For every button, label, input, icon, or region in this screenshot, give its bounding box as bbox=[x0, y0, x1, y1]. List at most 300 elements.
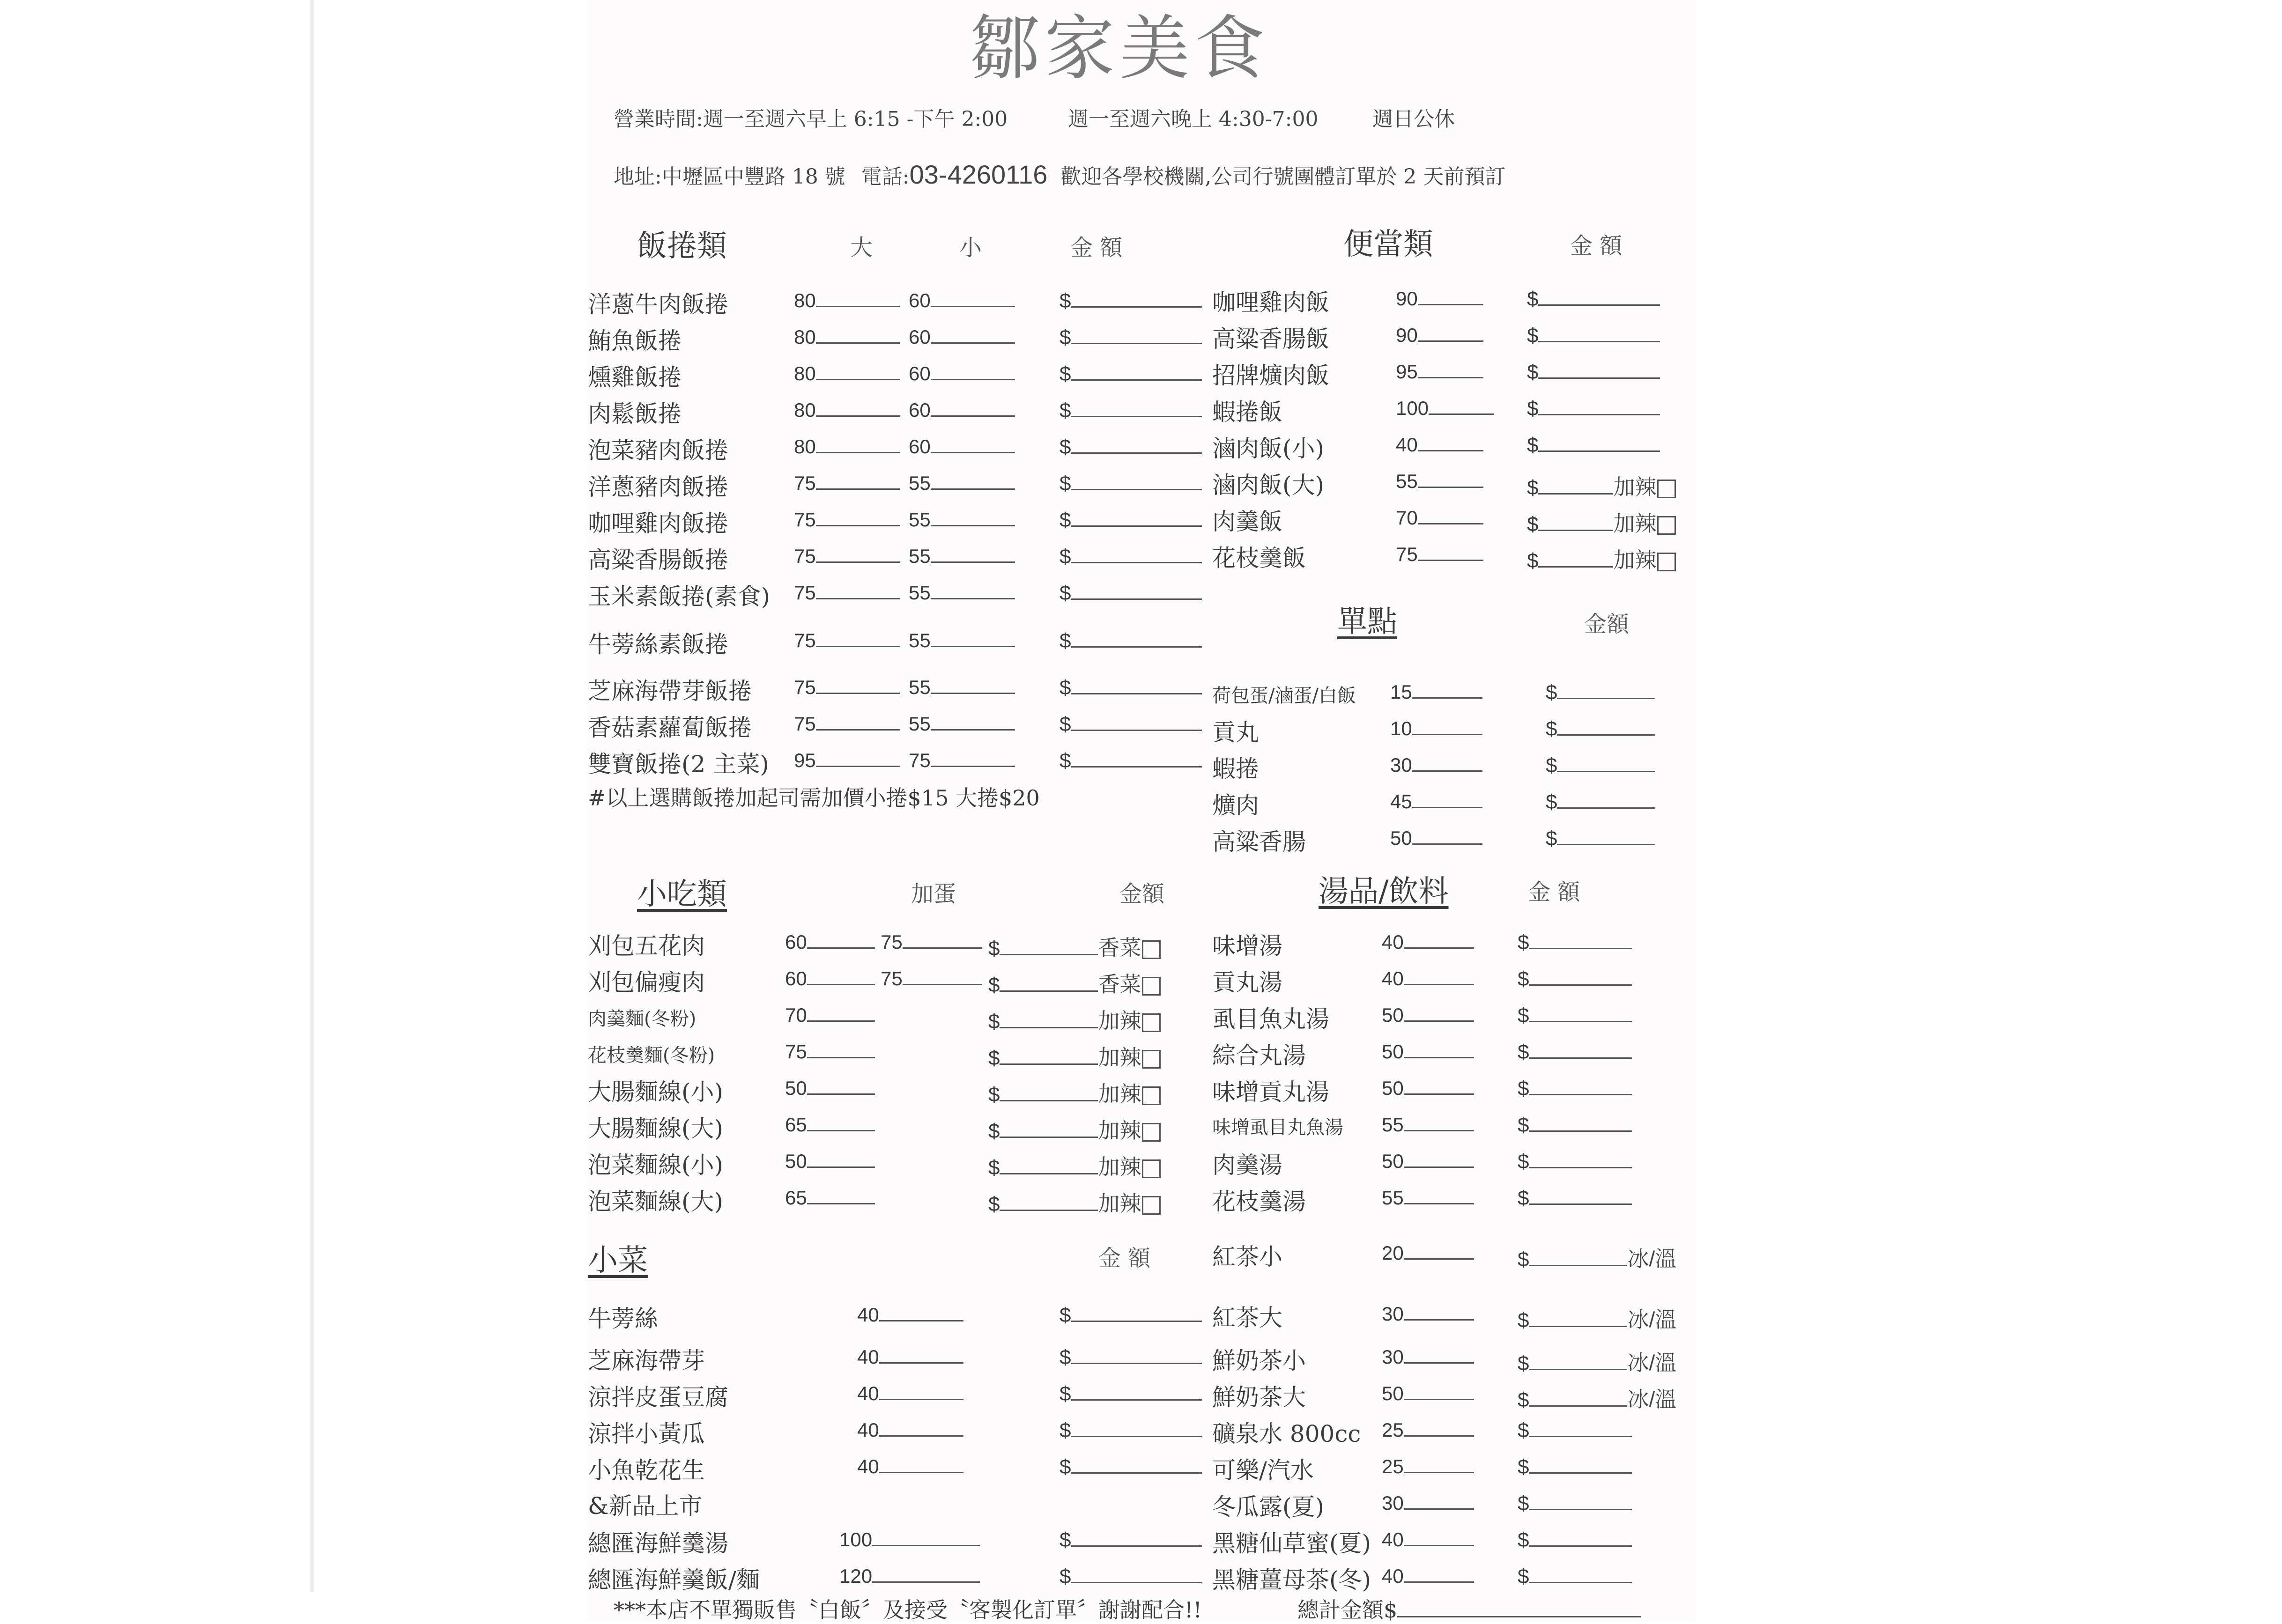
bento-amount-field[interactable] bbox=[1527, 543, 1676, 574]
price-value: 55 bbox=[1396, 470, 1418, 492]
snack-price-field[interactable] bbox=[785, 1004, 875, 1026]
roll-item-name: 洋蔥牛肉飯捲 bbox=[588, 291, 728, 318]
roll-large-field[interactable] bbox=[794, 749, 900, 772]
side-price-field[interactable] bbox=[857, 1304, 963, 1326]
soup-price-field[interactable] bbox=[1382, 1565, 1474, 1587]
dollar-sign: $ bbox=[1518, 1077, 1529, 1100]
roll-amount-field[interactable] bbox=[1060, 399, 1202, 422]
price-value: 40 bbox=[857, 1304, 879, 1326]
snack-price-field[interactable] bbox=[785, 1077, 875, 1100]
price-value: 40 bbox=[1382, 931, 1404, 953]
price-value: 10 bbox=[1390, 717, 1412, 739]
roll-amount-field[interactable] bbox=[1060, 582, 1202, 605]
address-line bbox=[614, 159, 1505, 190]
roll-large-field[interactable] bbox=[794, 713, 900, 735]
dollar-sign: $ bbox=[1518, 1150, 1529, 1173]
roll-item-name: 芝麻海帶芽飯捲 bbox=[588, 678, 752, 705]
soup-price-field[interactable] bbox=[1382, 1114, 1474, 1136]
roll-large-field[interactable] bbox=[794, 436, 900, 458]
blank-line bbox=[931, 304, 1015, 307]
option-label: 香菜 bbox=[1098, 936, 1141, 960]
roll-amount-field[interactable] bbox=[1060, 545, 1202, 568]
soup-price-field[interactable] bbox=[1382, 1455, 1474, 1478]
blank-line bbox=[1404, 1165, 1474, 1168]
blank-line bbox=[1412, 805, 1482, 808]
blank-line bbox=[1529, 1092, 1632, 1095]
soup-amount-field[interactable] bbox=[1518, 1565, 1632, 1588]
blank-line bbox=[1404, 1055, 1474, 1058]
option-checkbox[interactable] bbox=[1657, 553, 1676, 571]
option-checkbox[interactable] bbox=[1142, 1196, 1161, 1215]
snacks-title: 小吃類 bbox=[637, 877, 727, 912]
blank-line bbox=[1071, 487, 1202, 490]
roll-small-field[interactable] bbox=[909, 749, 1015, 772]
dollar-sign: $ bbox=[1527, 361, 1539, 384]
blank-line bbox=[1404, 1543, 1474, 1546]
blank-line bbox=[1404, 1201, 1474, 1204]
dollar-sign: $ bbox=[1518, 1419, 1529, 1442]
new-item-name: 總匯海鮮羹飯/麵 bbox=[588, 1566, 760, 1594]
snack-price-field[interactable] bbox=[785, 967, 875, 990]
price-value: 30 bbox=[1382, 1303, 1404, 1325]
blank-line bbox=[1071, 1580, 1202, 1583]
dollar-sign: $ bbox=[988, 1010, 1000, 1033]
snack-price-field[interactable] bbox=[785, 931, 875, 953]
roll-small-field[interactable] bbox=[909, 399, 1015, 421]
soup-amount-field[interactable] bbox=[1518, 1455, 1632, 1479]
roll-large-field[interactable] bbox=[794, 399, 900, 421]
roll-large-field[interactable] bbox=[794, 629, 900, 652]
blank-line bbox=[1404, 1019, 1474, 1022]
option-checkbox[interactable] bbox=[1142, 1013, 1161, 1032]
single-title: 單點 bbox=[1337, 605, 1397, 639]
single-price-field[interactable] bbox=[1390, 717, 1482, 740]
bento-price-field[interactable] bbox=[1396, 397, 1494, 420]
blank-line bbox=[1071, 414, 1202, 417]
total-amount-field[interactable] bbox=[1297, 1593, 1641, 1624]
dollar-sign: $ bbox=[1518, 1309, 1529, 1332]
blank-line bbox=[816, 377, 900, 380]
option-checkbox[interactable] bbox=[1142, 940, 1161, 959]
side-amount-field[interactable] bbox=[1060, 1382, 1202, 1406]
side-price-field[interactable] bbox=[857, 1346, 963, 1368]
dollar-sign: $ bbox=[1060, 1455, 1071, 1478]
address: 地址:中壢區中豐路 18 號 bbox=[614, 165, 845, 189]
blank-line bbox=[1412, 695, 1482, 699]
soup-price-field[interactable] bbox=[1382, 1346, 1474, 1368]
rolls-col-small: 小 bbox=[959, 235, 982, 261]
side-amount-field[interactable] bbox=[1060, 1419, 1202, 1442]
blank-line bbox=[931, 450, 1015, 453]
soup-item-name: 虱目魚丸湯 bbox=[1212, 1005, 1329, 1033]
roll-large-field[interactable] bbox=[794, 582, 900, 604]
rolls-cheese-note: #以上選購飯捲加起司需加價小捲$15 大捲$20 bbox=[588, 785, 1040, 811]
roll-amount-field[interactable] bbox=[1060, 713, 1202, 736]
price-value: 90 bbox=[1396, 288, 1418, 310]
soup-item-name: 味增虱目丸魚湯 bbox=[1212, 1117, 1343, 1138]
roll-large-field[interactable] bbox=[794, 326, 900, 348]
roll-large-field[interactable] bbox=[794, 362, 900, 385]
roll-small-field[interactable] bbox=[909, 326, 1015, 348]
bento-amount-field[interactable] bbox=[1527, 470, 1676, 501]
side-amount-field[interactable] bbox=[1060, 1346, 1202, 1369]
side-item-name: 涼拌皮蛋豆腐 bbox=[588, 1384, 728, 1411]
soup-amount-field[interactable] bbox=[1518, 1492, 1632, 1515]
blank-line bbox=[1529, 1056, 1632, 1059]
soup-price-field[interactable] bbox=[1382, 1150, 1474, 1173]
roll-large-field[interactable] bbox=[794, 509, 900, 531]
bento-item-name: 肉羹飯 bbox=[1212, 508, 1282, 535]
soup-amount-field[interactable] bbox=[1518, 931, 1632, 954]
snack-amount-field[interactable] bbox=[988, 1041, 1161, 1071]
new-item-price-field[interactable] bbox=[839, 1565, 980, 1587]
option-label: 冰/溫 bbox=[1627, 1247, 1677, 1271]
roll-small-field[interactable] bbox=[909, 582, 1015, 604]
bento-price-field[interactable] bbox=[1396, 543, 1483, 566]
soup-item-name: 黑糖薑母茶(冬) bbox=[1212, 1566, 1371, 1594]
roll-item-name: 高粱香腸飯捲 bbox=[588, 546, 728, 574]
dollar-sign: $ bbox=[1518, 1041, 1529, 1063]
roll-large-field[interactable] bbox=[794, 676, 900, 699]
snack-amount-field[interactable] bbox=[988, 1077, 1161, 1108]
bento-amount-field[interactable] bbox=[1527, 288, 1660, 311]
snack-amount-field[interactable] bbox=[988, 1150, 1161, 1181]
snack-amount-field[interactable] bbox=[988, 1187, 1161, 1218]
single-amount-field[interactable] bbox=[1546, 827, 1655, 850]
soup-price-field[interactable] bbox=[1382, 1492, 1474, 1514]
blank-line bbox=[1529, 1507, 1632, 1510]
soup-item-name: 肉羹湯 bbox=[1212, 1152, 1282, 1179]
single-item-name: 高粱香腸 bbox=[1212, 828, 1306, 856]
blank-line bbox=[1538, 449, 1660, 452]
roll-small-field[interactable] bbox=[909, 472, 1015, 495]
soup-item-name: 鮮奶茶小 bbox=[1212, 1347, 1306, 1374]
soup-price-field[interactable] bbox=[1382, 1419, 1474, 1441]
blank-line bbox=[879, 1397, 963, 1400]
rolls-col-large: 大 bbox=[850, 235, 873, 261]
snack-amount-field[interactable] bbox=[988, 1114, 1161, 1144]
blank-line bbox=[1071, 764, 1202, 768]
bento-amount-field[interactable] bbox=[1527, 324, 1660, 347]
blank-line bbox=[1529, 1367, 1627, 1370]
roll-amount-field[interactable] bbox=[1060, 629, 1202, 653]
roll-large-field[interactable] bbox=[794, 289, 900, 312]
blank-line bbox=[879, 1470, 963, 1473]
dollar-sign: $ bbox=[1060, 545, 1071, 568]
soup-amount-field[interactable] bbox=[1518, 1242, 1676, 1273]
roll-small-field[interactable] bbox=[909, 545, 1015, 568]
scan-edge bbox=[310, 0, 314, 1592]
bento-col-amount: 金 額 bbox=[1570, 233, 1623, 259]
blank-line bbox=[807, 1165, 875, 1168]
dollar-sign: $ bbox=[1518, 1004, 1529, 1027]
roll-amount-field[interactable] bbox=[1060, 749, 1202, 773]
single-price-field[interactable] bbox=[1390, 754, 1482, 776]
price-value: 55 bbox=[909, 472, 931, 494]
blank-line bbox=[931, 596, 1015, 599]
soup-price-field[interactable] bbox=[1382, 1242, 1474, 1264]
blank-line bbox=[931, 523, 1015, 526]
blank-line bbox=[1529, 1019, 1632, 1022]
option-label: 加辣 bbox=[1098, 1082, 1141, 1106]
dollar-sign: $ bbox=[1518, 931, 1529, 954]
single-amount-field[interactable] bbox=[1546, 790, 1655, 814]
price-value: 40 bbox=[1382, 967, 1404, 989]
snack-price-field[interactable] bbox=[785, 1041, 875, 1063]
soup-amount-field[interactable] bbox=[1518, 1419, 1632, 1442]
roll-amount-field[interactable] bbox=[1060, 326, 1202, 349]
dollar-sign: $ bbox=[1060, 399, 1071, 422]
blank-line bbox=[1404, 1256, 1474, 1260]
soups-col-amount: 金 額 bbox=[1528, 879, 1580, 905]
soup-price-field[interactable] bbox=[1382, 1041, 1474, 1063]
blank-line bbox=[807, 982, 875, 985]
price-value: 50 bbox=[1382, 1382, 1404, 1404]
dollar-sign: $ bbox=[1518, 1388, 1529, 1411]
soup-amount-field[interactable] bbox=[1518, 1528, 1632, 1552]
price-value: 75 bbox=[794, 713, 816, 735]
price-value: 55 bbox=[909, 545, 931, 567]
option-label: 加辣 bbox=[1613, 548, 1657, 572]
soup-amount-field[interactable] bbox=[1518, 1187, 1632, 1210]
bento-amount-field[interactable] bbox=[1527, 507, 1676, 538]
bento-amount-field[interactable] bbox=[1527, 361, 1660, 384]
soup-amount-field[interactable] bbox=[1518, 1077, 1632, 1100]
blank-line bbox=[1529, 1434, 1632, 1437]
side-price-field[interactable] bbox=[857, 1419, 963, 1441]
soup-price-field[interactable] bbox=[1382, 1303, 1474, 1325]
soup-amount-field[interactable] bbox=[1518, 1041, 1632, 1064]
price-value: 40 bbox=[857, 1419, 879, 1441]
roll-small-field[interactable] bbox=[909, 509, 1015, 531]
roll-small-field[interactable] bbox=[909, 289, 1015, 312]
roll-item-name: 泡菜豬肉飯捲 bbox=[588, 437, 728, 464]
side-item-name: 牛蒡絲 bbox=[588, 1305, 658, 1332]
snack-amount-field[interactable] bbox=[988, 1004, 1161, 1035]
soup-amount-field[interactable] bbox=[1518, 1150, 1632, 1174]
blank-line bbox=[1071, 691, 1202, 694]
snack-egg-field[interactable] bbox=[881, 931, 982, 953]
blank-line bbox=[1529, 1403, 1627, 1407]
blank-line bbox=[1071, 450, 1202, 454]
soup-price-field[interactable] bbox=[1382, 1528, 1474, 1551]
price-value: 45 bbox=[1390, 790, 1412, 812]
price-value: 50 bbox=[1382, 1004, 1404, 1026]
soup-price-field[interactable] bbox=[1382, 1187, 1474, 1209]
side-amount-field[interactable] bbox=[1060, 1304, 1202, 1327]
soup-price-field[interactable] bbox=[1382, 1004, 1474, 1026]
blank-line bbox=[1071, 377, 1202, 381]
roll-amount-field[interactable] bbox=[1060, 509, 1202, 532]
dollar-sign: $ bbox=[988, 1120, 1000, 1143]
soup-item-name: 冬瓜露(夏) bbox=[1212, 1493, 1325, 1521]
blank-line bbox=[1418, 485, 1483, 488]
price-value: 120 bbox=[839, 1565, 873, 1587]
dollar-sign: $ bbox=[1518, 1565, 1529, 1588]
blank-line bbox=[879, 1318, 963, 1321]
dollar-sign: $ bbox=[1060, 1304, 1071, 1327]
single-price-field[interactable] bbox=[1390, 790, 1482, 813]
snack-egg-field[interactable] bbox=[881, 967, 982, 990]
dollar-sign: $ bbox=[1527, 513, 1539, 536]
price-value: 60 bbox=[909, 399, 931, 421]
new-item-amount-field[interactable] bbox=[1060, 1528, 1202, 1552]
dollar-sign: $ bbox=[1060, 582, 1071, 605]
blank-line bbox=[1529, 1324, 1627, 1327]
dollar-sign: $ bbox=[1060, 509, 1071, 531]
blank-line bbox=[931, 413, 1015, 417]
price-value: 90 bbox=[1396, 324, 1418, 346]
roll-small-field[interactable] bbox=[909, 713, 1015, 735]
price-value: 100 bbox=[839, 1528, 873, 1550]
roll-amount-field[interactable] bbox=[1060, 676, 1202, 700]
bento-price-field[interactable] bbox=[1396, 434, 1483, 456]
option-checkbox[interactable] bbox=[1142, 1159, 1161, 1178]
roll-small-field[interactable] bbox=[909, 629, 1015, 652]
snack-price-field[interactable] bbox=[785, 1114, 875, 1136]
snacks-col-amount: 金額 bbox=[1119, 881, 1165, 907]
price-value: 70 bbox=[1396, 507, 1418, 529]
single-amount-field[interactable] bbox=[1546, 681, 1655, 704]
soup-amount-field[interactable] bbox=[1518, 1346, 1676, 1377]
single-price-field[interactable] bbox=[1390, 681, 1482, 703]
side-amount-field[interactable] bbox=[1060, 1455, 1202, 1479]
price-value: 30 bbox=[1382, 1492, 1404, 1514]
blank-line bbox=[1071, 524, 1202, 527]
dollar-sign: $ bbox=[988, 937, 1000, 960]
blank-line bbox=[1071, 304, 1202, 308]
new-item-price-field[interactable] bbox=[839, 1528, 980, 1551]
roll-large-field[interactable] bbox=[794, 472, 900, 495]
roll-item-name: 玉米素飯捲(素食) bbox=[588, 583, 771, 610]
snack-price-field[interactable] bbox=[785, 1187, 875, 1209]
soup-amount-field[interactable] bbox=[1518, 1114, 1632, 1137]
price-value: 40 bbox=[857, 1382, 879, 1404]
sides-col-amount: 金 額 bbox=[1098, 1245, 1151, 1271]
blank-line bbox=[816, 413, 900, 417]
roll-amount-field[interactable] bbox=[1060, 289, 1202, 313]
price-value: 55 bbox=[1382, 1187, 1404, 1209]
soup-price-field[interactable] bbox=[1382, 1077, 1474, 1100]
single-item-name: 爌肉 bbox=[1212, 792, 1259, 819]
bento-price-field[interactable] bbox=[1396, 288, 1483, 310]
roll-amount-field[interactable] bbox=[1060, 362, 1202, 386]
option-checkbox[interactable] bbox=[1142, 1123, 1161, 1142]
blank-line bbox=[1418, 521, 1483, 524]
bento-price-field[interactable] bbox=[1396, 324, 1483, 347]
bento-price-field[interactable] bbox=[1396, 361, 1483, 383]
bento-price-field[interactable] bbox=[1396, 470, 1483, 493]
single-price-field[interactable] bbox=[1390, 827, 1482, 849]
price-value: 40 bbox=[1382, 1565, 1404, 1587]
bento-amount-field[interactable] bbox=[1527, 434, 1660, 457]
blank-line bbox=[1538, 376, 1660, 379]
blank-line bbox=[816, 764, 900, 767]
single-amount-field[interactable] bbox=[1546, 754, 1655, 777]
blank-line bbox=[1000, 1025, 1098, 1028]
dollar-sign: $ bbox=[1518, 1187, 1529, 1210]
blank-line bbox=[1000, 989, 1098, 992]
price-value: 25 bbox=[1382, 1419, 1404, 1441]
blank-line bbox=[1418, 558, 1483, 561]
blank-line bbox=[1404, 1433, 1474, 1437]
soup-item-name: 紅茶小 bbox=[1212, 1243, 1282, 1270]
option-label: 加辣 bbox=[1098, 1155, 1141, 1179]
soup-price-field[interactable] bbox=[1382, 967, 1474, 990]
blank-line bbox=[1404, 945, 1474, 949]
option-checkbox[interactable] bbox=[1142, 1086, 1161, 1105]
roll-small-field[interactable] bbox=[909, 362, 1015, 385]
price-value: 55 bbox=[909, 676, 931, 698]
soup-amount-field[interactable] bbox=[1518, 1382, 1676, 1413]
blank-line bbox=[872, 1580, 980, 1583]
dollar-sign: $ bbox=[1546, 754, 1557, 777]
side-price-field[interactable] bbox=[857, 1455, 963, 1478]
blank-line bbox=[1404, 1580, 1474, 1583]
price-value: 95 bbox=[1396, 361, 1418, 383]
blank-line bbox=[1538, 412, 1660, 415]
soup-price-field[interactable] bbox=[1382, 931, 1474, 953]
blank-line bbox=[931, 487, 1015, 490]
bento-amount-field[interactable] bbox=[1527, 397, 1660, 421]
blank-line bbox=[903, 982, 982, 985]
soup-amount-field[interactable] bbox=[1518, 967, 1632, 991]
total-label: 總計金額$ bbox=[1297, 1597, 1398, 1623]
blank-line bbox=[1529, 1202, 1632, 1205]
soup-amount-field[interactable] bbox=[1518, 1303, 1676, 1334]
dollar-sign: $ bbox=[1527, 434, 1539, 457]
single-amount-field[interactable] bbox=[1546, 717, 1655, 741]
phone-number: 03-4260116 bbox=[909, 160, 1048, 189]
blank-line bbox=[1557, 696, 1655, 699]
side-price-field[interactable] bbox=[857, 1382, 963, 1405]
option-checkbox[interactable] bbox=[1142, 977, 1161, 996]
price-value: 55 bbox=[1382, 1114, 1404, 1136]
price-value: 60 bbox=[909, 289, 931, 311]
roll-small-field[interactable] bbox=[909, 436, 1015, 458]
blank-line bbox=[931, 691, 1015, 694]
blank-line bbox=[1404, 982, 1474, 985]
roll-large-field[interactable] bbox=[794, 545, 900, 568]
dollar-sign: $ bbox=[1527, 476, 1539, 499]
blank-line bbox=[1538, 528, 1613, 531]
option-checkbox[interactable] bbox=[1657, 480, 1676, 498]
new-item-amount-field[interactable] bbox=[1060, 1565, 1202, 1588]
option-checkbox[interactable] bbox=[1657, 516, 1676, 535]
blank-line bbox=[807, 1128, 875, 1131]
roll-amount-field[interactable] bbox=[1060, 472, 1202, 495]
roll-item-name: 香菇素蘿蔔飯捲 bbox=[588, 714, 752, 741]
snack-price-field[interactable] bbox=[785, 1150, 875, 1173]
snack-amount-field[interactable] bbox=[988, 967, 1161, 998]
price-value: 40 bbox=[857, 1346, 879, 1368]
option-checkbox[interactable] bbox=[1142, 1050, 1161, 1069]
bento-price-field[interactable] bbox=[1396, 507, 1483, 529]
bento-title: 便當類 bbox=[1343, 227, 1433, 262]
soup-amount-field[interactable] bbox=[1518, 1004, 1632, 1027]
blank-line bbox=[816, 727, 900, 731]
snack-amount-field[interactable] bbox=[988, 931, 1161, 962]
roll-small-field[interactable] bbox=[909, 676, 1015, 699]
dollar-sign: $ bbox=[1060, 436, 1071, 458]
side-item-name: 芝麻海帶芽 bbox=[588, 1347, 705, 1374]
blank-line bbox=[931, 560, 1015, 563]
option-label: 香菜 bbox=[1098, 972, 1141, 997]
price-value: 40 bbox=[857, 1455, 879, 1477]
roll-amount-field[interactable] bbox=[1060, 436, 1202, 459]
price-value: 75 bbox=[785, 1041, 807, 1063]
soup-price-field[interactable] bbox=[1382, 1382, 1474, 1405]
